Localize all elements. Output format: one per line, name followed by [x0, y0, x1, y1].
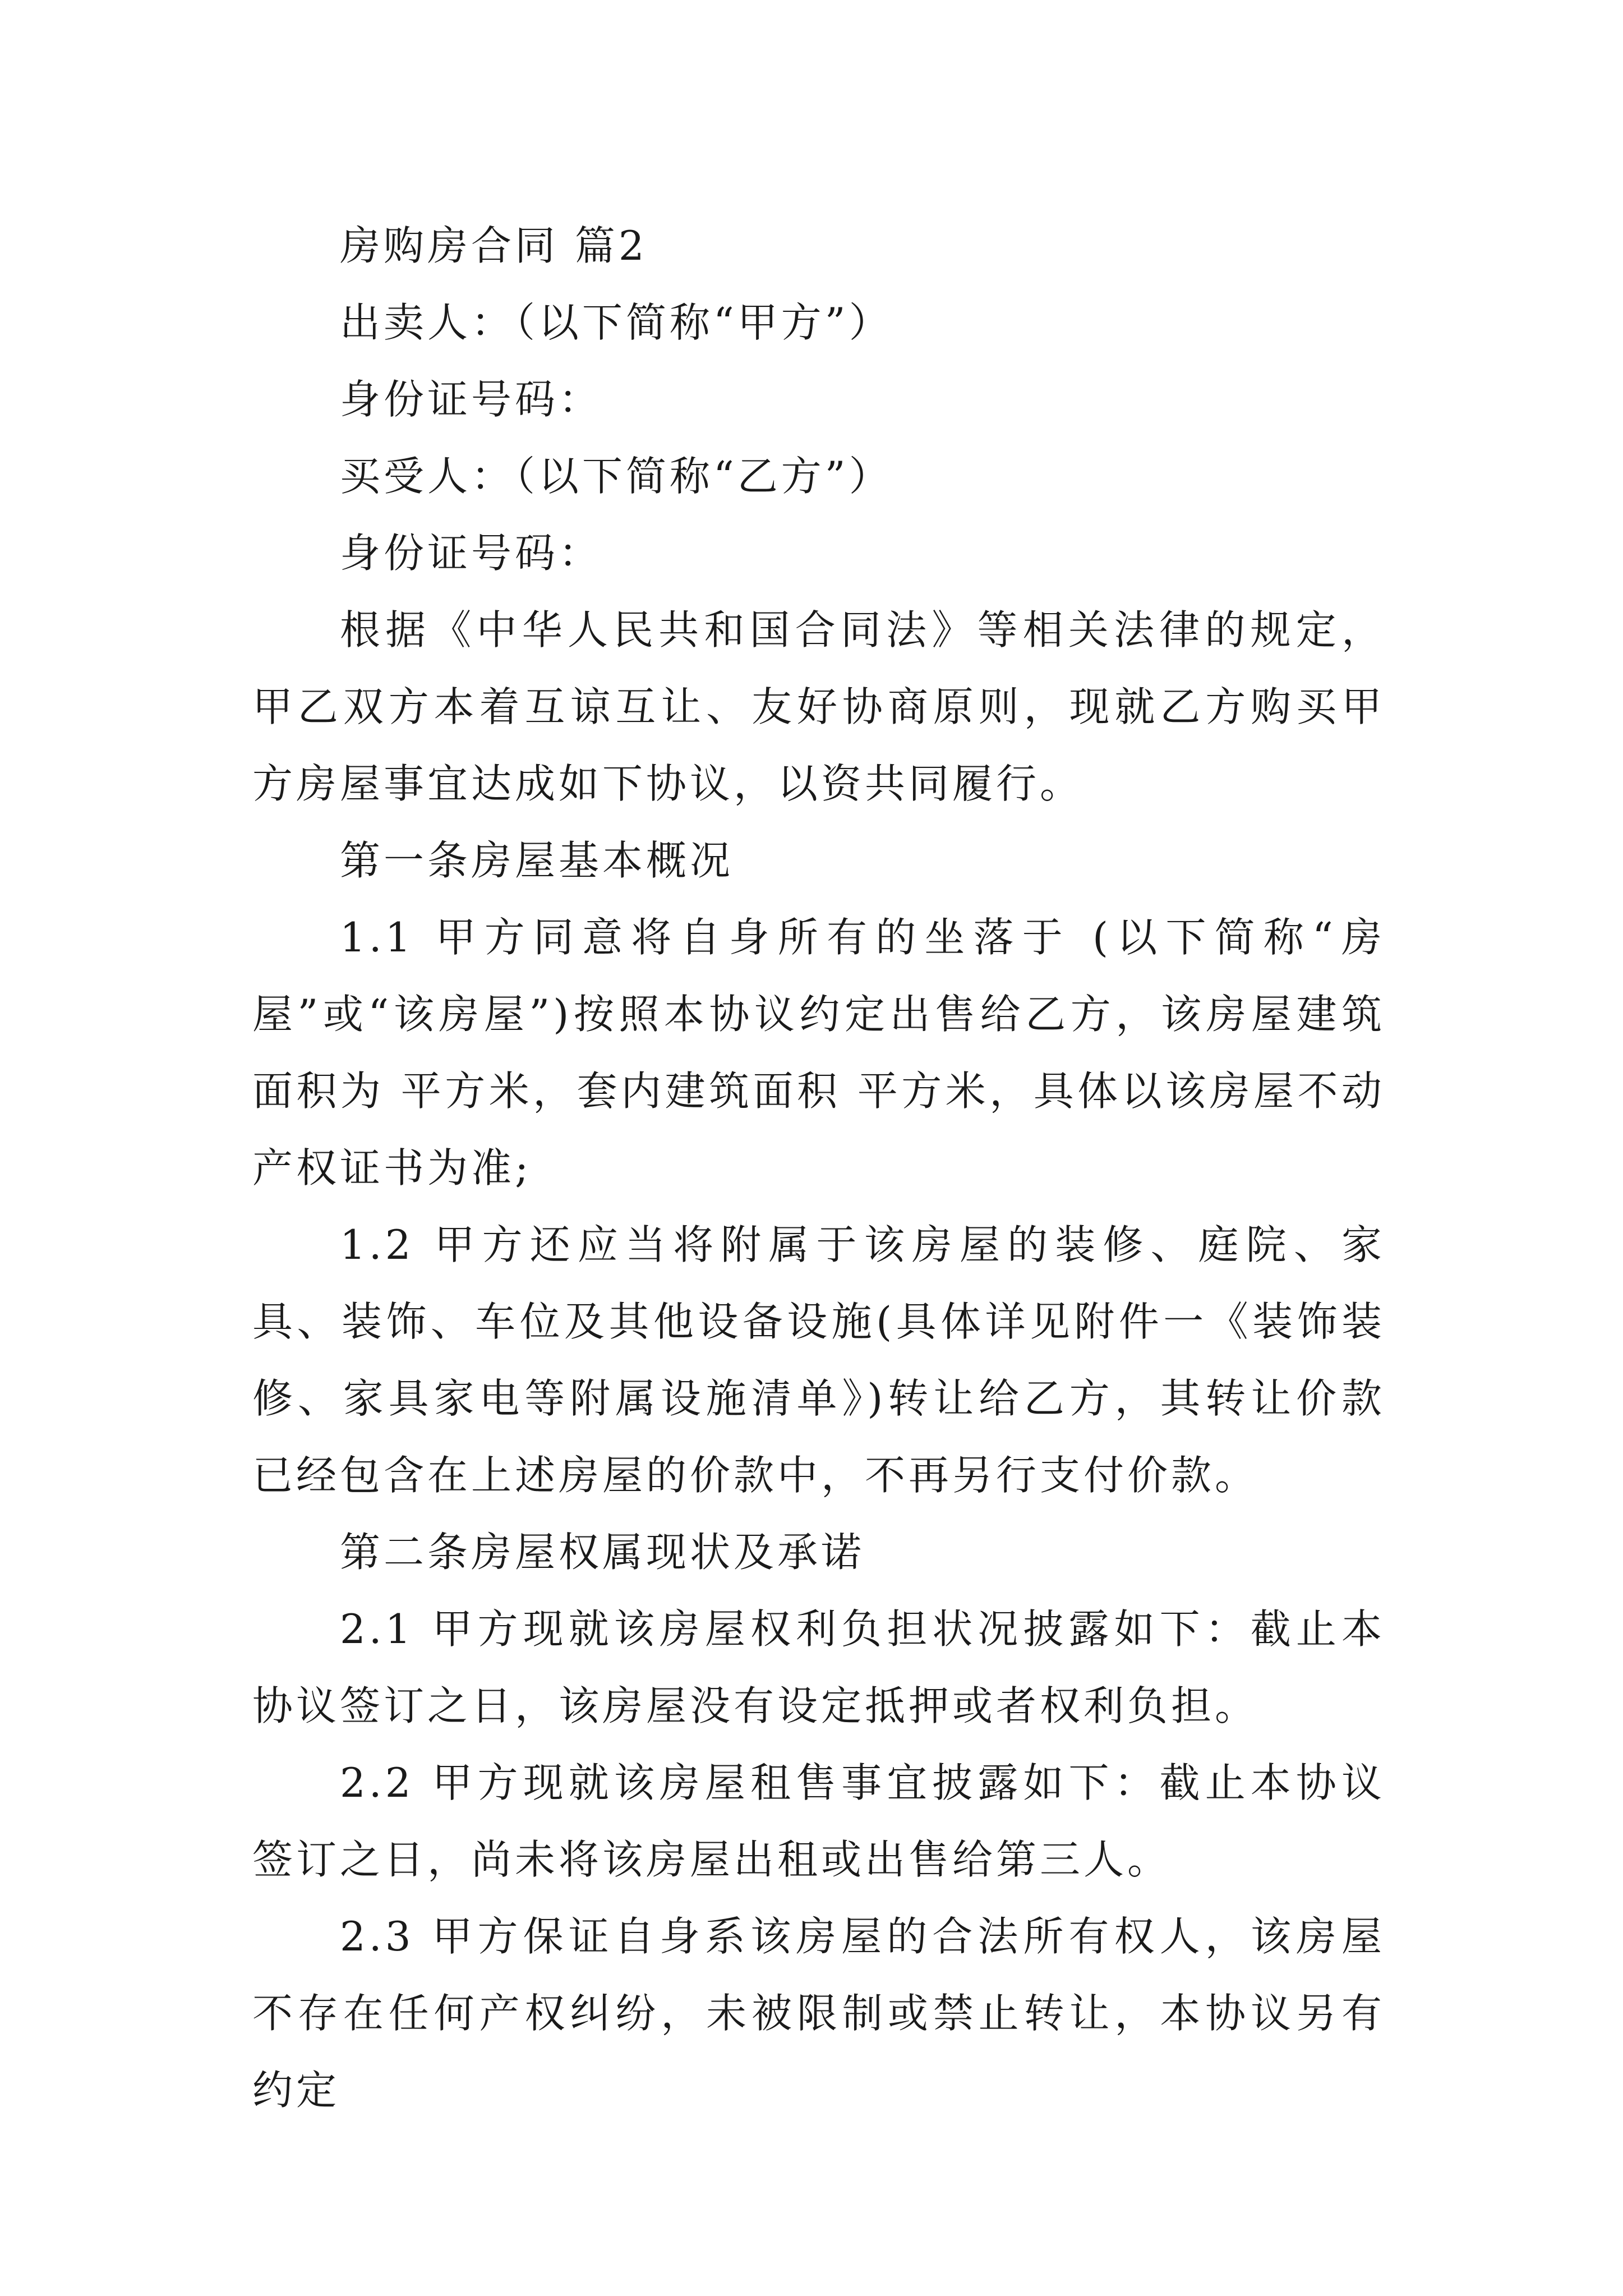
- seller-id-line: 身份证号码：: [340, 376, 603, 423]
- document-title: 房购房合同 篇2: [340, 222, 648, 269]
- document-body: [252, 208, 1385, 2129]
- clause-1-1: 1.1 甲方同意将自身所有的坐落于 (以下简称“房屋”或“该房屋”)按照本协议约定出售给乙方，该房屋建筑面积为 平方米，套内建筑面积 平方米，具体以该房屋不动产权证书为准;: [252, 914, 1385, 1191]
- article-1-heading: 第一条房屋基本概况: [340, 837, 734, 884]
- clause-2-1: 2.1 甲方现就该房屋权利负担状况披露如下：截止本协议签订之日，该房屋没有设定抵押或者权利负担。: [252, 1605, 1385, 1729]
- clause-2-3: 2.3 甲方保证自身系该房屋的合法所有权人，该房屋不存在任何产权纠纷，未被限制或禁止转让，本协议另有约定: [252, 1913, 1385, 2114]
- clause-2-2: 2.2 甲方现就该房屋租售事宜披露如下：截止本协议签订之日，尚未将该房屋出租或出售给第三人。: [252, 1759, 1385, 1883]
- clause-1-2: 1.2 甲方还应当将附属于该房屋的装修、庭院、家具、装饰、车位及其他设备设施(具体详见附件一《装饰装修、家具家电等附属设施清单》)转让给乙方，其转让价款已经包含在上述房屋的价款中，不再另行支付价款。: [252, 1221, 1385, 1499]
- seller-line: 出卖人：（以下简称“甲方”）: [340, 299, 893, 346]
- article-2-heading: 第二条房屋权属现状及承诺: [340, 1529, 865, 1576]
- preamble-paragraph: 根据《中华人民共和国合同法》等相关法律的规定，甲乙双方本着互谅互让、友好协商原则，现就乙方购买甲方房屋事宜达成如下协议，以资共同履行。: [252, 606, 1385, 807]
- buyer-line: 买受人：（以下简称“乙方”）: [340, 453, 893, 500]
- buyer-id-line: 身份证号码：: [340, 530, 603, 577]
